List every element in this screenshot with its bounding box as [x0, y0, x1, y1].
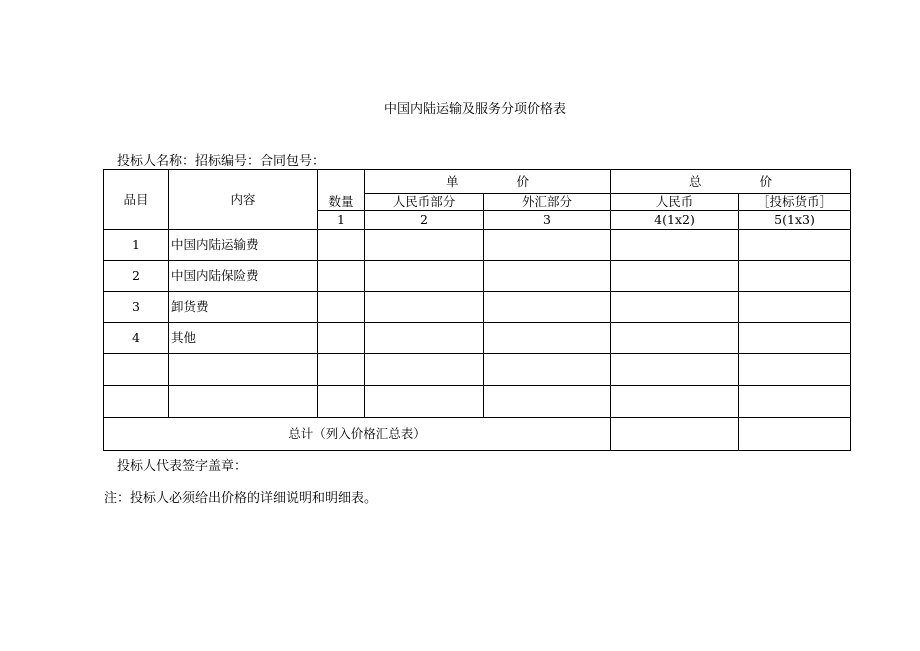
signature-line: 投标人代表签字盖章： — [117, 459, 248, 474]
row-content: 其他 — [169, 323, 318, 354]
document-title: 中国内陆运输及服务分项价格表 — [383, 102, 566, 117]
row-bid-currency-cell — [739, 386, 851, 418]
row-fx-part-cell — [484, 292, 611, 323]
footnote: 注：投标人必须给出价格的详细说明和明细表。 — [104, 491, 378, 506]
row-fx-part-cell — [484, 261, 611, 292]
header-fx-part: 外汇部分 — [484, 194, 611, 211]
row-bid-currency-cell — [739, 230, 851, 261]
header-total-price — [611, 170, 851, 194]
row-rmb-total-cell — [611, 354, 739, 386]
row-rmb-part-cell — [365, 323, 484, 354]
row-fx-part-cell — [484, 323, 611, 354]
row-quantity-cell — [318, 354, 365, 386]
row-rmb-total-cell — [611, 386, 739, 418]
table-row — [104, 230, 851, 261]
row-content — [169, 354, 318, 386]
row-rmb-total-cell — [611, 261, 739, 292]
row-item-number: 2 — [104, 261, 169, 292]
row-content: 中国内陆保险费 — [169, 261, 318, 292]
col-number-fx-part: 3 — [484, 211, 611, 230]
row-rmb-part-cell — [365, 386, 484, 418]
table-row — [104, 261, 851, 292]
header-unit-price-char-2: 价 — [516, 173, 530, 189]
row-rmb-part-cell — [365, 230, 484, 261]
header-bid-currency: ［投标货币］ — [739, 194, 851, 211]
row-content: 卸货费 — [169, 292, 318, 323]
row-rmb-total-cell — [611, 230, 739, 261]
total-bid-currency-cell — [739, 418, 851, 451]
row-bid-currency-cell — [739, 354, 851, 386]
table-row — [104, 386, 851, 418]
row-fx-part-cell — [484, 230, 611, 261]
row-item-number — [104, 354, 169, 386]
bidder-info-line: 投标人名称：招标编号：合同包号： — [117, 154, 326, 169]
total-label: 总计（列入价格汇总表） — [104, 418, 611, 451]
row-quantity-cell — [318, 386, 365, 418]
row-quantity-cell — [318, 323, 365, 354]
row-item-number: 1 — [104, 230, 169, 261]
row-bid-currency-cell — [739, 292, 851, 323]
table-row — [104, 323, 851, 354]
table-row — [104, 292, 851, 323]
header-unit-price — [365, 170, 611, 194]
header-quantity: 数量 — [318, 170, 365, 211]
header-rmb-part: 人民币部分 — [365, 194, 484, 211]
row-fx-part-cell — [484, 354, 611, 386]
header-total-price-char-1: 总 — [688, 173, 702, 189]
col-number-bid-currency: 5(1x3) — [739, 211, 851, 230]
row-rmb-part-cell — [365, 354, 484, 386]
header-total-price-char-2: 价 — [759, 173, 773, 189]
col-number-quantity: 1 — [318, 211, 365, 230]
header-unit-price-char-1: 单 — [445, 173, 459, 189]
row-quantity-cell — [318, 230, 365, 261]
row-bid-currency-cell — [739, 323, 851, 354]
header-item: 品目 — [104, 170, 169, 230]
row-bid-currency-cell — [739, 261, 851, 292]
row-item-number: 3 — [104, 292, 169, 323]
row-item-number: 4 — [104, 323, 169, 354]
row-item-number — [104, 386, 169, 418]
row-rmb-part-cell — [365, 261, 484, 292]
row-content — [169, 386, 318, 418]
total-rmb-cell — [611, 418, 739, 451]
row-rmb-total-cell — [611, 292, 739, 323]
price-breakdown-table — [103, 169, 851, 451]
header-content: 内容 — [169, 170, 318, 230]
col-number-rmb: 4(1x2) — [611, 211, 739, 230]
total-row — [104, 418, 851, 451]
header-rmb: 人民币 — [611, 194, 739, 211]
col-number-rmb-part: 2 — [365, 211, 484, 230]
row-rmb-total-cell — [611, 323, 739, 354]
row-fx-part-cell — [484, 386, 611, 418]
row-rmb-part-cell — [365, 292, 484, 323]
row-content: 中国内陆运输费 — [169, 230, 318, 261]
row-quantity-cell — [318, 292, 365, 323]
table-row — [104, 354, 851, 386]
row-quantity-cell — [318, 261, 365, 292]
